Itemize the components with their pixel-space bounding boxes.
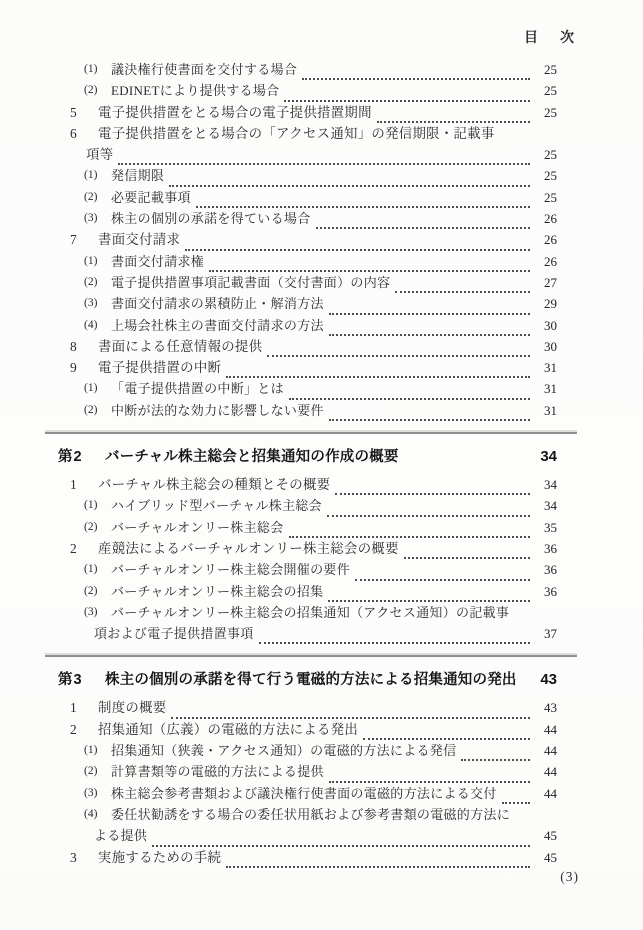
toc-entry <box>58 517 557 538</box>
entry-page-number: 25 <box>544 62 557 77</box>
dot-leader <box>196 190 530 208</box>
entry-title: 株主総会参考書類および議決権行使書面の電磁的方法による交付 <box>111 785 497 801</box>
section-divider <box>45 432 577 434</box>
entry-number: (2) <box>84 765 98 778</box>
section-divider <box>45 655 577 657</box>
entry-number: (1) <box>84 499 98 512</box>
entry-page-number: 31 <box>544 381 557 397</box>
dot-leader <box>267 339 530 357</box>
dot-leader <box>289 520 530 538</box>
entry-page-number: 25 <box>544 104 557 120</box>
toc-entry <box>58 357 557 378</box>
toc-content <box>58 59 557 868</box>
chapter-heading <box>58 668 557 692</box>
entry-title: バーチャル株主総会の種類とその概要 <box>98 477 331 493</box>
entry-number: (4) <box>84 318 98 331</box>
dot-leader <box>289 382 530 400</box>
entry-number: (2) <box>84 584 98 597</box>
entry-title: 電子提供措置をとる場合の電子提供措置期間 <box>98 104 372 120</box>
entry-continuation-text: 項等 <box>86 147 114 163</box>
entry-title: 招集通知（狭義・アクセス通知）の電磁的方法による発信 <box>111 743 457 759</box>
toc-entry <box>58 378 557 399</box>
chapter-page-number: 34 <box>540 448 557 466</box>
entry-title: バーチャルオンリー株主総会の招集通知（アクセス通知）の記載事 <box>111 604 510 620</box>
entry-page-number: 34 <box>544 477 557 493</box>
entry-number: 1 <box>70 700 77 716</box>
entry-title: 「電子提供措置の中断」とは <box>111 381 284 397</box>
entry-title: 株主の個別の承諾を得ている場合 <box>111 211 311 227</box>
toc-entry <box>58 474 557 495</box>
entry-page-number: 36 <box>544 583 557 599</box>
entry-title: 電子提供措置をとる場合の「アクセス通知」の発信期限・記載事 <box>98 125 495 141</box>
toc-entry <box>58 538 557 559</box>
toc-entry-continuation <box>58 623 557 644</box>
toc-entry <box>58 581 557 602</box>
entry-title: 書面交付請求 <box>98 232 181 248</box>
entry-page-number: 45 <box>544 828 557 844</box>
entry-title: 制度の概要 <box>98 700 167 716</box>
dot-leader <box>169 169 530 187</box>
entry-title: 電子提供措置事項記載書面（交付書面）の内容 <box>111 274 391 290</box>
dot-leader <box>327 499 530 517</box>
entry-number: 2 <box>70 721 77 737</box>
dot-leader <box>328 584 530 602</box>
toc-entry <box>58 719 557 740</box>
entry-number: (4) <box>84 807 98 820</box>
entry-page-number: 43 <box>544 700 557 716</box>
entry-number: 8 <box>70 338 77 354</box>
toc-entry <box>58 559 557 580</box>
toc-entry <box>58 272 557 293</box>
entry-number: (2) <box>84 520 98 533</box>
dot-leader <box>185 233 530 251</box>
dot-leader <box>316 211 530 229</box>
entry-title: 中断が法的な効力に影響しない要件 <box>111 402 324 418</box>
entry-title: バーチャルオンリー株主総会 <box>111 519 284 535</box>
entry-number: (1) <box>84 382 98 395</box>
entry-number: (3) <box>84 297 98 310</box>
entry-page-number: 44 <box>544 785 557 801</box>
toc-entry <box>58 229 557 250</box>
dot-leader <box>284 84 530 102</box>
entry-title: 委任状勧誘をする場合の委任状用紙および参考書類の電磁的方法に <box>111 806 511 822</box>
entry-number: (3) <box>84 212 98 225</box>
entry-page-number: 44 <box>544 764 557 780</box>
dot-leader <box>355 563 530 581</box>
toc-entry <box>58 336 557 357</box>
dot-leader <box>118 147 530 165</box>
entry-number: (3) <box>84 786 98 799</box>
dot-leader <box>226 850 530 868</box>
toc-entry <box>58 251 557 272</box>
dot-leader <box>404 541 530 559</box>
chapter-page-number: 43 <box>540 671 557 689</box>
entry-page-number: 27 <box>544 274 557 290</box>
entry-title: 実施するための手続 <box>98 849 222 865</box>
toc-entry <box>58 123 557 144</box>
toc-entry <box>58 847 557 868</box>
entry-number: (1) <box>84 744 98 757</box>
toc-entry <box>58 804 557 825</box>
toc-entry <box>58 315 557 336</box>
entry-number: (2) <box>84 275 98 288</box>
toc-entry <box>58 165 557 186</box>
entry-continuation-text: 項および電子提供措置事項 <box>94 626 254 642</box>
entry-page-number: 26 <box>544 232 557 248</box>
toc-entry <box>58 80 557 101</box>
entry-title: 上場会社株主の書面交付請求の方法 <box>111 317 324 333</box>
dot-leader <box>461 743 530 761</box>
toc-entry-continuation <box>58 825 557 846</box>
toc-entry-continuation <box>58 144 557 165</box>
entry-title: 必要記載事項 <box>111 189 191 205</box>
entry-title: 発信期限 <box>111 168 165 184</box>
entry-page-number: 35 <box>544 519 557 535</box>
toc-entry <box>58 740 557 761</box>
entry-page-number: 44 <box>544 721 557 737</box>
toc-entry <box>58 293 557 314</box>
entry-number: (1) <box>84 63 98 75</box>
entry-title: 書面による任意情報の提供 <box>98 338 263 354</box>
toc-entry <box>58 697 557 718</box>
entry-page-number: 36 <box>544 540 557 556</box>
entry-title: 計算書類等の電磁的方法による提供 <box>111 764 324 780</box>
entry-title: バーチャルオンリー株主総会の招集 <box>111 583 324 599</box>
footer-page-number: (3) <box>560 869 579 884</box>
toc-entry <box>58 495 557 516</box>
entry-page-number: 25 <box>544 168 557 184</box>
entry-title: 電子提供措置の中断 <box>98 360 222 376</box>
dot-leader <box>377 105 530 123</box>
dot-leader <box>335 477 530 495</box>
chapter-title: 株主の個別の承諾を得て行う電磁的方法による招集通知の発出 <box>105 672 517 689</box>
entry-title: EDINETにより提供する場合 <box>111 83 280 99</box>
entry-page-number: 30 <box>544 317 557 333</box>
entry-number: (2) <box>84 403 98 416</box>
dot-leader <box>329 403 530 421</box>
entry-title: ハイブリッド型バーチャル株主総会 <box>111 498 322 514</box>
toc-entry <box>58 102 557 123</box>
dot-leader <box>209 254 530 272</box>
chapter-label: 第3 <box>58 672 83 689</box>
entry-page-number: 29 <box>544 296 557 312</box>
entry-number: 2 <box>70 540 77 556</box>
entry-number: 9 <box>70 360 77 376</box>
chapter-heading <box>58 445 557 469</box>
entry-page-number: 31 <box>544 402 557 418</box>
dot-leader <box>171 701 530 719</box>
entry-title: 書面交付請求権 <box>111 253 205 269</box>
entry-page-number: 34 <box>544 498 557 514</box>
entry-title: 書面交付請求の累積防止・解消方法 <box>111 296 324 312</box>
entry-number: 5 <box>70 104 77 120</box>
entry-page-number: 26 <box>544 211 557 227</box>
entry-number: (1) <box>84 254 98 267</box>
entry-page-number: 44 <box>544 743 557 759</box>
entry-number: (1) <box>84 563 98 576</box>
entry-number: 7 <box>70 232 77 248</box>
dot-leader <box>502 786 530 804</box>
entry-number: (3) <box>84 605 98 618</box>
toc-entry <box>58 187 557 208</box>
entry-title: 産競法によるバーチャルオンリー株主総会の概要 <box>98 540 399 556</box>
dot-leader <box>152 829 530 847</box>
toc-entry <box>58 59 557 80</box>
entry-page-number: 30 <box>544 338 557 354</box>
toc-entry <box>58 761 557 782</box>
entry-title: 議決権行使書面を交付する場合 <box>111 62 298 77</box>
page-title: 目 次 <box>524 31 578 46</box>
entry-page-number: 36 <box>544 562 557 578</box>
entry-page-number: 45 <box>544 849 557 865</box>
dot-leader <box>302 62 530 80</box>
entry-number: (2) <box>84 84 98 97</box>
dot-leader <box>363 722 530 740</box>
entry-title: バーチャルオンリー株主総会開催の要件 <box>111 562 351 578</box>
entry-number: (1) <box>84 169 98 182</box>
dot-leader <box>395 275 530 293</box>
toc-entry <box>58 400 557 421</box>
toc-entry <box>58 602 557 623</box>
entry-page-number: 25 <box>544 83 557 99</box>
entry-page-number: 25 <box>544 147 557 163</box>
chapter-title: バーチャル株主総会と招集通知の作成の概要 <box>105 449 399 466</box>
dot-leader <box>329 765 530 783</box>
dot-leader <box>329 318 530 336</box>
entry-page-number: 31 <box>544 360 557 376</box>
entry-continuation-text: よる提供 <box>94 828 148 844</box>
entry-number: (2) <box>84 190 98 203</box>
entry-number: 6 <box>70 125 77 141</box>
dot-leader <box>259 626 530 644</box>
toc-entry <box>58 783 557 804</box>
entry-page-number: 25 <box>544 189 557 205</box>
entry-page-number: 37 <box>544 626 557 642</box>
chapter-label: 第2 <box>58 449 83 466</box>
dot-leader <box>226 360 530 378</box>
entry-page-number: 26 <box>544 253 557 269</box>
dot-leader <box>329 297 530 315</box>
toc-entry <box>58 208 557 229</box>
entry-title: 招集通知（広義）の電磁的方法による発出 <box>98 721 359 737</box>
entry-number: 3 <box>70 849 77 865</box>
entry-number: 1 <box>70 477 77 493</box>
